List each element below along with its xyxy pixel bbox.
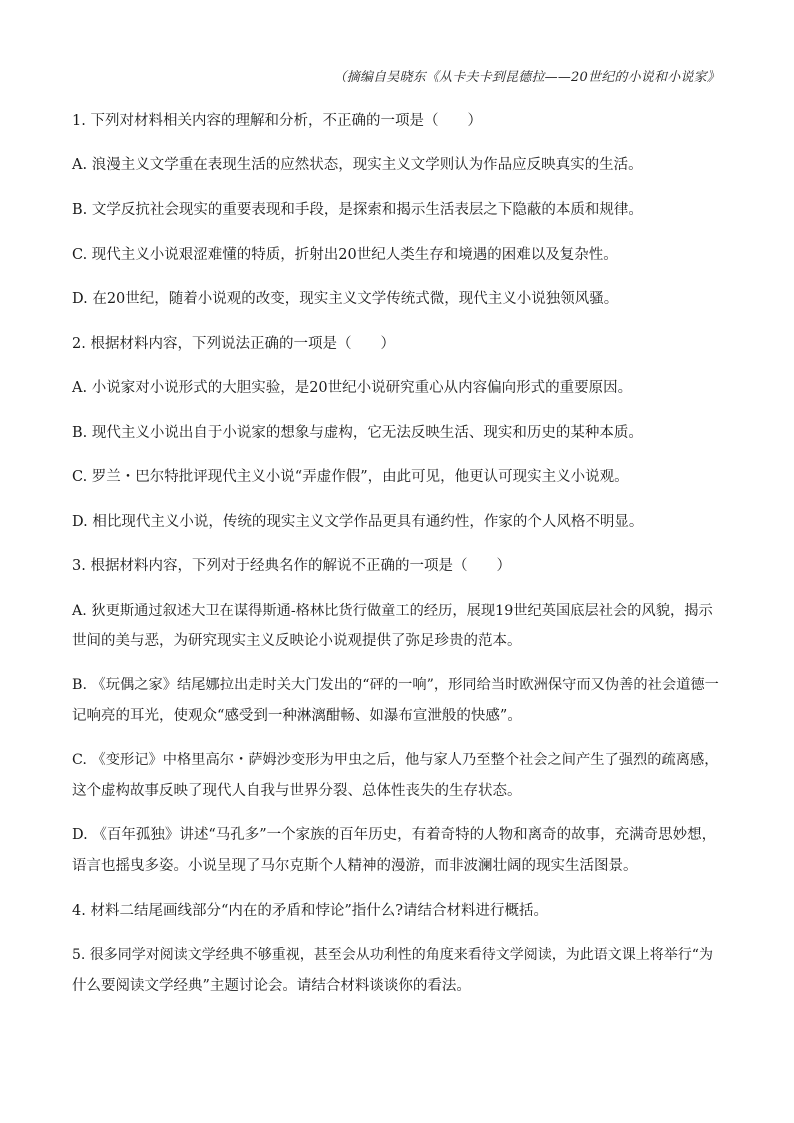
source-citation: （摘编自吴晓东《从卡夫卡到昆德拉——20世纪的小说和小说家》 bbox=[333, 70, 720, 85]
question-5-stem-line-1: 5. 很多同学对阅读文学经典不够重视，甚至会从功利性的角度来看待文学阅读，为此语文课上将举行“为 bbox=[72, 947, 713, 963]
question-1-option-d: D. 在20世纪，随着小说观的改变，现实主义文学传统式微，现代主义小说独领风骚。 bbox=[72, 291, 619, 307]
question-3-option-c-line-2: 这个虚构故事反映了现代人自我与世界分裂、总体性丧失的生存状态。 bbox=[72, 783, 522, 799]
question-3-stem: 3. 根据材料内容，下列对于经典名作的解说不正确的一项是（ ） bbox=[72, 558, 511, 574]
question-3-option-d-line-2: 语言也摇曳多姿。小说呈现了马尔克斯个人精神的漫游，而非波澜壮阔的现实生活图景。 bbox=[72, 858, 638, 874]
question-1-option-c: C. 现代主义小说艰涩难懂的特质，折射出20世纪人类生存和境遇的困难以及复杂性。 bbox=[72, 247, 618, 263]
question-3-option-c-line-1: C. 《变形记》中格里高尔・萨姆沙变形为甲虫之后，他与家人乃至整个社会之间产生了强烈的疏离感， bbox=[72, 752, 719, 768]
question-1-option-b: B. 文学反抗社会现实的重要表现和手段，是探索和揭示生活表层之下隐蔽的本质和规律。 bbox=[72, 202, 643, 218]
question-3-option-b-line-2: 记响亮的耳光，使观众“感受到一种淋漓酣畅、如瀑布宣泄般的快感”。 bbox=[72, 708, 522, 724]
question-3-option-a-line-2: 世间的美与恶，为研究现实主义反映论小说观提供了弥足珍贵的范本。 bbox=[72, 633, 522, 649]
question-2-option-c: C. 罗兰・巴尔特批评现代主义小说“弄虚作假”，由此可见，他更认可现实主义小说观。 bbox=[72, 469, 629, 485]
question-3-option-d-line-1: D. 《百年孤独》讲述“马孔多”一个家族的百年历史，有着奇特的人物和离奇的故事，充满奇思妙想， bbox=[72, 827, 717, 843]
question-3-option-b-line-1: B. 《玩偶之家》结尾娜拉出走时关大门发出的“砰的一响”，形同给当时欧洲保守而又伪善的社会道德一 bbox=[72, 677, 719, 693]
question-2-option-b: B. 现代主义小说出自于小说家的想象与虚构，它无法反映生活、现实和历史的某种本质。 bbox=[72, 425, 643, 441]
question-4-stem: 4. 材料二结尾画线部分“内在的矛盾和悖论”指什么?请结合材料进行概括。 bbox=[72, 903, 549, 919]
question-2-stem: 2. 根据材料内容，下列说法正确的一项是（ ） bbox=[72, 336, 395, 352]
question-1-option-a: A. 浪漫主义文学重在表现生活的应然状态，现实主义文学则认为作品应反映真实的生活。 bbox=[72, 157, 643, 173]
question-3-option-a-line-1: A. 狄更斯通过叙述大卫在谋得斯通-格林比货行做童工的经历，展现19世纪英国底层社会的风貌，揭示 bbox=[72, 603, 713, 619]
question-1-stem: 1. 下列对材料相关内容的理解和分析，不正确的一项是（ ） bbox=[72, 113, 482, 129]
question-5-stem-line-2: 什么要阅读文学经典”主题讨论会。请结合材料谈谈你的看法。 bbox=[72, 978, 471, 994]
question-2-option-a: A. 小说家对小说形式的大胆实验，是20世纪小说研究重心从内容偏向形式的重要原因。 bbox=[72, 380, 633, 396]
question-2-option-d: D. 相比现代主义小说，传统的现实主义文学作品更具有通约性，作家的个人风格不明显。 bbox=[72, 514, 644, 530]
